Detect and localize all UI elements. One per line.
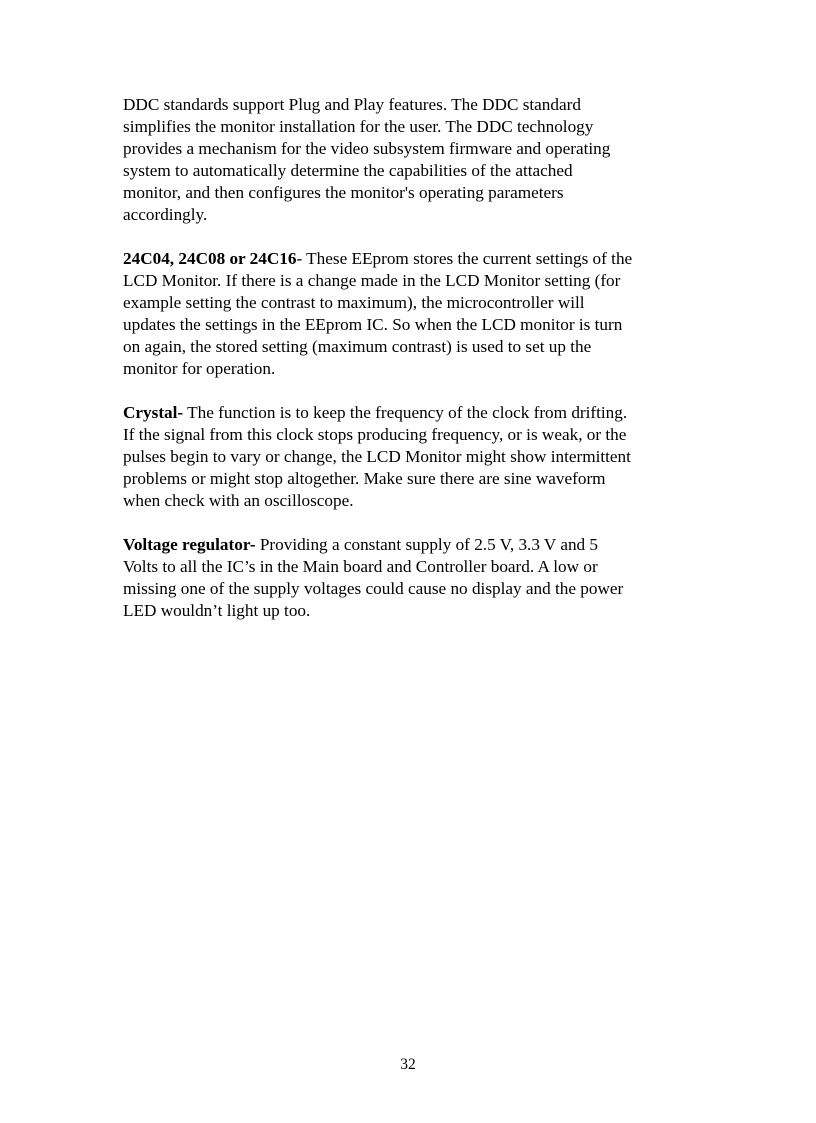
text-line: provides a mechanism for the video subsystem firmware and operating <box>123 139 611 158</box>
text-line <box>123 534 703 556</box>
text-line: If the signal from this clock stops producing frequency, or is weak, or the <box>123 425 627 444</box>
term-description: Providing a constant supply of 2.5 V, 3.3 V and 5 <box>255 535 599 554</box>
text-line: pulses begin to vary or change, the LCD Monitor might show intermittent <box>123 447 631 466</box>
text-line: simplifies the monitor installation for the user. The DDC technology <box>123 117 594 136</box>
text-line: system to automatically determine the capabilities of the attached <box>123 161 573 180</box>
text-line <box>123 402 703 424</box>
paragraph-voltage-regulator <box>123 534 703 622</box>
text-line: LED wouldn’t light up too. <box>123 601 311 620</box>
text-line: monitor for operation. <box>123 359 276 378</box>
paragraph-ddc-standards <box>123 94 703 226</box>
paragraph-eeprom <box>123 248 703 380</box>
page-body <box>123 94 703 644</box>
text-line: monitor, and then configures the monitor's operating parameters <box>123 183 564 202</box>
term-description: The function is to keep the frequency of the clock from drifting. <box>183 403 628 422</box>
text-line <box>123 248 703 270</box>
term-crystal: Crystal- <box>123 403 184 422</box>
text-line: example setting the contrast to maximum), the microcontroller will <box>123 293 585 312</box>
text-line: problems or might stop altogether. Make sure there are sine waveform <box>123 469 606 488</box>
page-number: 32 <box>400 1056 416 1073</box>
term-voltage-regulator: Voltage regulator- <box>123 535 256 554</box>
term-eeprom: 24C04, 24C08 or 24C16 <box>123 249 297 268</box>
text-line: Volts to all the IC’s in the Main board and Controller board. A low or <box>123 557 598 576</box>
text-line: updates the settings in the EEprom IC. So when the LCD monitor is turn <box>123 315 623 334</box>
text-line: DDC standards support Plug and Play features. The DDC standard <box>123 95 581 114</box>
text-line: accordingly. <box>123 205 208 224</box>
text-line: on again, the stored setting (maximum contrast) is used to set up the <box>123 337 592 356</box>
paragraph-crystal <box>123 402 703 512</box>
text-line: missing one of the supply voltages could cause no display and the power <box>123 579 624 598</box>
term-description: - These EEprom stores the current settings of the <box>296 249 633 268</box>
text-line: when check with an oscilloscope. <box>123 491 354 510</box>
text-line: LCD Monitor. If there is a change made in the LCD Monitor setting (for <box>123 271 621 290</box>
